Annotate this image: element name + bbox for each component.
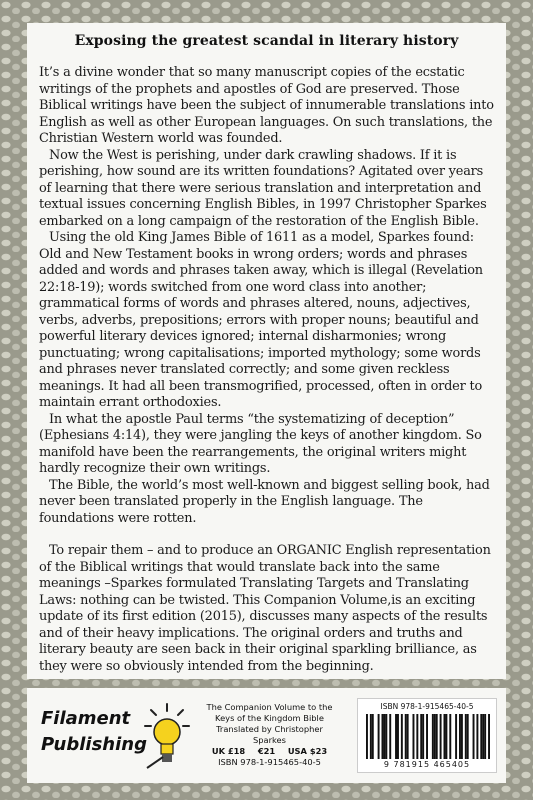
book-info <box>202 702 337 768</box>
barcode-digits: 9 781915 465405 <box>383 760 471 769</box>
paragraph-4: In what the apostle Paul terms “the systematizing of deception” (Ephesians 4:14), they were jangling the keys of another kingdom. So manifold have been the rearrangements, the original writers might hardly recognize their own writings. <box>39 411 482 476</box>
barcode <box>366 714 490 759</box>
publisher-logo <box>35 696 195 776</box>
blurb-panel <box>27 23 506 679</box>
price-eu: €21 <box>257 746 276 756</box>
barcode-box <box>357 698 497 773</box>
footer-panel <box>27 688 506 783</box>
paragraph-5: The Bible, the world’s most well-known and biggest selling book, had never been translated properly in the English language. The foundations were rotten. <box>39 477 490 526</box>
price-row <box>202 746 337 757</box>
paragraph-1: It’s a divine wonder that so many manuscript copies of the ecstatic writings of the prophets and apostles of God are preserved. Those Biblical writings have been the subject of innumerable translations into English as well as other European languages. On such translations, the Christian Western world was founded. <box>39 65 494 146</box>
info-line-2: Keys of the Kingdom Bible <box>215 713 324 723</box>
logo-line-2: Publishing <box>41 734 147 755</box>
paragraph-6: To repair them – and to produce an ORGANIC English representation of the Biblical writings that would translate back into the same meanings –Sparkes formulated Translating Targets and Translating Laws: nothing can be twisted. This Companion Volume,is an exciting update of its first edition (2015), discusses many aspects of the results and of their heavy implications. The original orders and truths and literary beauty are seen back in their original sparkling brilliance, as they were so obviously intended from the beginning. <box>39 543 491 674</box>
headline: Exposing the greatest scandal in literary history <box>74 33 459 49</box>
info-isbn: ISBN 978-1-915465-40-5 <box>218 757 321 767</box>
info-line-1: The Companion Volume to the <box>206 702 333 712</box>
paragraph-2: Now the West is perishing, under dark crawling shadows. If it is perishing, how sound are its written foundations? Agitated over years of learning that there were serious translation and interpretation and textual issues concerning English Bibles, in 1997 Christopher Sparkes embarked on a long campaign of the restoration of the English Bible. <box>39 147 487 229</box>
barcode-isbn-label: ISBN 978-1-915465-40-5 <box>380 702 474 711</box>
info-line-3: Translated by Christopher Sparkes <box>216 724 323 745</box>
lightbulb-icon <box>143 702 191 772</box>
logo-line-1: Filament <box>41 708 131 729</box>
price-usa: USA $23 <box>287 746 328 756</box>
paragraph-3: Using the old King James Bible of 1611 as a model, Sparkes found: Old and New Testament books in wrong orders; words and phrases added and words and phrases taken away, which is illegal (Revelation 22:18-19); words switched from one word class into another; grammatical forms of words and phrases altered, nouns, adjectives, verbs, adverbs, prepositions; errors with proper nouns; beautiful and powerful literary devices ignored; internal disharmonies; wrong punctuating; wrong capitalisations; imported mythology; some words and phrases never translated correctly; and some given reckless meanings. It had all been transmogrified, processed, often in order to maintain errant orthodoxies. <box>39 230 483 410</box>
price-uk: UK £18 <box>211 746 246 756</box>
